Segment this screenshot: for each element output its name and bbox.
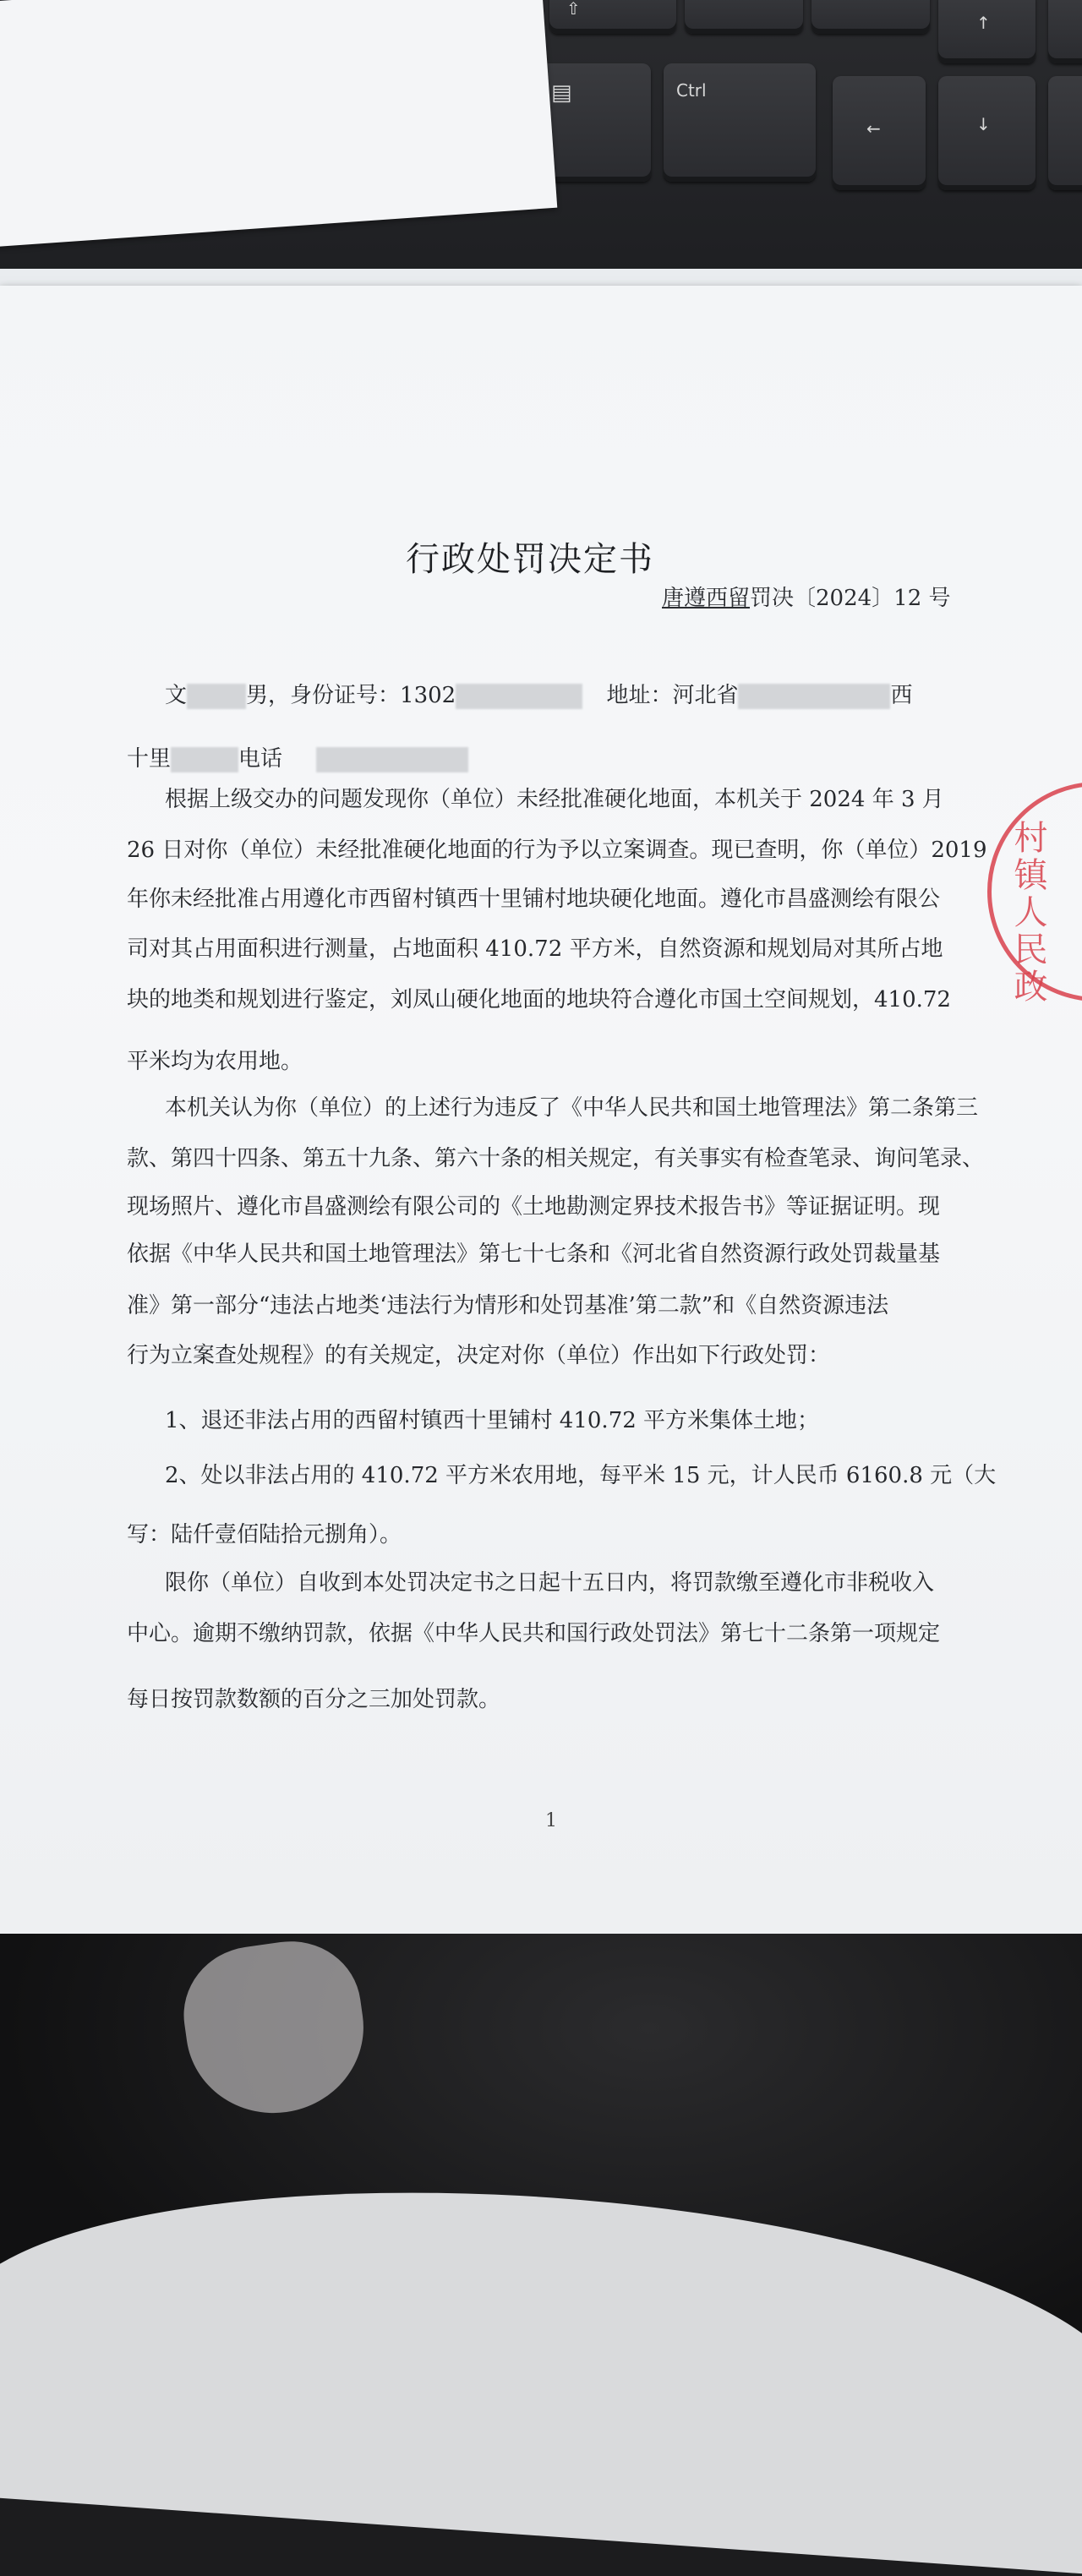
penalty-item-2: 2、处以非法占用的 410.72 平方米农用地，每平米 15 元，计人民币 6160.8 元（大: [165, 1463, 997, 1488]
up-arrow-icon: ↑: [976, 13, 991, 33]
party-gender-label: 男，身份证号：: [246, 683, 401, 708]
paragraph-line: 平米均为农用地。: [127, 1049, 303, 1074]
paragraph-line: 块的地类和规划进行鉴定，刘凤山硬化地面的地块符合遵化市国土空间规划，410.72: [127, 987, 951, 1012]
left-arrow-icon: ←: [866, 118, 881, 139]
document-title: 行政处罚决定书: [406, 540, 654, 579]
key-top-2: [685, 0, 803, 34]
party-address-tail: 西: [890, 683, 913, 708]
document-number: [662, 581, 951, 612]
page-number: 1: [545, 1810, 557, 1831]
redacted-name: [187, 684, 246, 709]
paragraph-line: 写：陆仟壹佰陆拾元捌角）。: [127, 1522, 402, 1547]
paragraph-line: 限你（单位）自收到本处罚决定书之日起十五日内，将罚款缴至遵化市非税收入: [165, 1570, 935, 1596]
up-arrow-key: [938, 0, 1036, 63]
menu-icon: ▤: [551, 80, 572, 106]
party-line2-start: 十里: [127, 746, 172, 772]
ctrl-key-label: Ctrl: [676, 80, 707, 101]
document-number-suffix: 罚决〔2024〕12 号: [750, 586, 951, 611]
paragraph-line: 年你未经批准占用遵化市西留村镇西十里铺村地块硬化地面。遵化市昌盛测绘有限公: [127, 887, 941, 912]
party-info-line-2: [127, 741, 972, 772]
paragraph-line: 本机关认为你（单位）的上述行为违反了《中华人民共和国土地管理法》第二条第三: [165, 1095, 979, 1121]
party-info-line-1: [165, 678, 1010, 709]
down-arrow-icon: ↓: [976, 114, 991, 134]
loose-paper-sheet: [0, 0, 557, 248]
paragraph-line: 26 日对你（单位）未经批准硬化地面的行为予以立案调查。现已查明，你（单位）2019: [127, 838, 987, 863]
party-id-prefix: 1302: [400, 683, 456, 708]
down-arrow-key: [938, 76, 1036, 190]
paragraph-line: 司对其占用面积进行测量，占地面积 410.72 平方米，自然资源和规划局对其所占地: [127, 936, 943, 962]
penalty-item-1: 1、退还非法占用的西留村镇西十里铺村 410.72 平方米集体土地；: [165, 1408, 820, 1433]
redacted-id: [456, 684, 582, 709]
shift-key-label: ⇧: [566, 0, 581, 19]
shift-key: [549, 0, 676, 34]
paragraph-line: 根据上级交办的问题发现你（单位）未经批准硬化地面，本机关于 2024 年 3 月: [165, 787, 944, 812]
redacted-phone: [316, 747, 468, 772]
ctrl-key: [664, 63, 816, 182]
right-arrow-key: [1048, 76, 1082, 190]
key-top-3: [812, 0, 930, 34]
paragraph-line: 每日按罚款数额的百分之三加处罚款。: [127, 1687, 501, 1712]
key-top-5: [1048, 0, 1082, 63]
party-address-label: 地址：河北省: [606, 683, 739, 708]
party-phone-label: 电话: [238, 746, 283, 772]
paragraph-line: 款、第四十四条、第五十九条、第六十条的相关规定，有关事实有检查笔录、询问笔录、: [127, 1146, 985, 1171]
document-number-prefix: 唐遵西留: [662, 586, 751, 611]
party-name-start: 文: [165, 683, 188, 708]
official-seal-text: 村镇人民政: [1008, 820, 1047, 1006]
paragraph-line: 准》第一部分“违法占地类‘违法行为情形和处罚基准’第二款”和《自然资源违法: [127, 1293, 889, 1318]
paragraph-line: 行为立案查处规程》的有关规定，决定对你（单位）作出如下行政处罚：: [127, 1343, 831, 1368]
paragraph-line: 依据《中华人民共和国土地管理法》第七十七条和《河北省自然资源行政处罚裁量基: [127, 1242, 941, 1267]
left-arrow-key: [833, 76, 926, 190]
paragraph-line: 中心。逾期不缴纳罚款，依据《中华人民共和国行政处罚法》第七十二条第一项规定: [127, 1621, 941, 1646]
redacted-address: [738, 684, 890, 709]
redacted-address-2: [171, 747, 238, 772]
paragraph-line: 现场照片、遵化市昌盛测绘有限公司的《土地勘测定界技术报告书》等证据证明。现: [127, 1194, 941, 1220]
